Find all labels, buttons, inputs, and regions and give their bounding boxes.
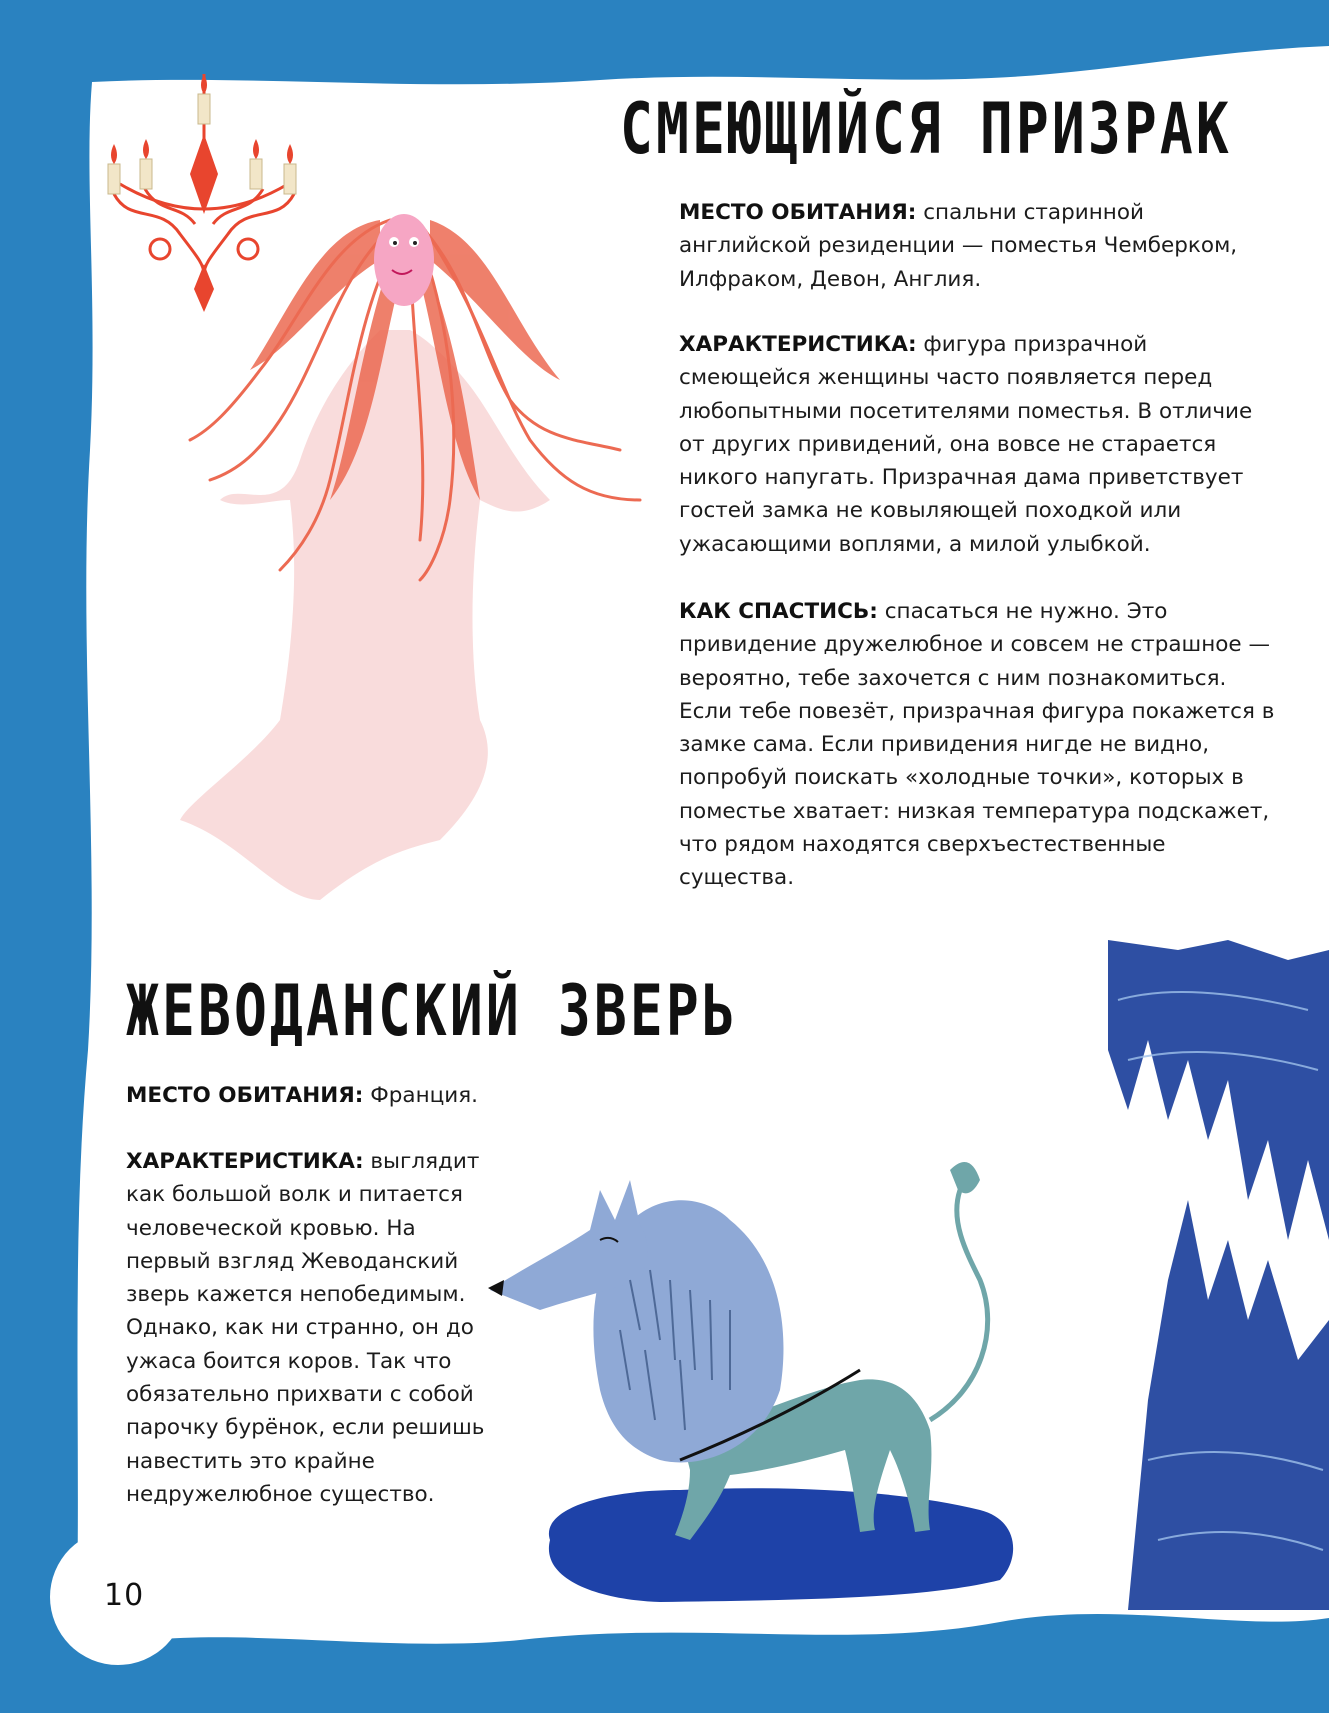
ghost-characteristic-paragraph	[679, 328, 1279, 561]
laughing-ghost-illustration	[180, 200, 650, 910]
wolf-tail	[930, 1190, 988, 1420]
page-number: 10	[104, 1578, 145, 1613]
ghost-habitat-label: МЕСТО ОБИТАНИЯ:	[679, 200, 917, 225]
beast-characteristic-label: ХАРАКТЕРИСТИКА:	[126, 1149, 364, 1174]
ghost-habitat-text: спальни старинной английской резиденции — поместья Чемберком, Илфраком, Девон, Англия.	[679, 200, 1238, 292]
ghost-characteristic-text: фигура призрачной смеющейся женщины часто появляется перед любопытными посетителями поместья. В отличие от других привидений, она вовсе не старается никого напугать. Призрачная дама приветствует гостей замка не ковыляющей походкой или ужасающими воплями, а милой улыбкой.	[679, 332, 1253, 557]
wolf-ground	[549, 1488, 1013, 1602]
beast-characteristic-paragraph	[126, 1145, 501, 1511]
ghost-escape-paragraph	[679, 595, 1279, 895]
ghost-escape-label: КАК СПАСТИСЬ:	[679, 599, 878, 624]
ghost-face	[374, 214, 434, 306]
ghost-escape-text: спасаться не нужно. Это привидение дружелюбное и совсем не страшное — вероятно, тебе захочется с ним познакомиться. Если тебе повезёт, призрачная фигура покажется в замке сама. Если привидения нигде не видно, попробуй поискать «холодные точки», которых в поместье хватает: низкая температура подскажет, что рядом находятся сверхъестественные существа.	[679, 599, 1275, 891]
beast-title: ЖЕВОДАНСКИЙ ЗВЕРЬ	[126, 970, 738, 1052]
wolf-illustration	[480, 1130, 1100, 1610]
beast-characteristic-text: выглядит как большой волк и питается человеческой кровью. На первый взгляд Жеводанский зверь кажется непобедимым. Однако, как ни странно, он до ужаса боится коров. Так что обязательно прихвати с собой парочку бурёнок, если решишь навестить это крайне недружелюбное существо.	[126, 1149, 485, 1507]
ghost-title: СМЕЮЩИЙСЯ ПРИЗРАК	[620, 88, 1232, 170]
ghost-habitat-paragraph	[679, 196, 1279, 296]
ghost-characteristic-label: ХАРАКТЕРИСТИКА:	[679, 332, 917, 357]
beast-habitat-text: Франция.	[363, 1083, 479, 1108]
ice-cave-illustration	[1108, 940, 1329, 1610]
beast-habitat-label: МЕСТО ОБИТАНИЯ:	[126, 1083, 364, 1108]
beast-habitat-paragraph	[126, 1079, 566, 1112]
